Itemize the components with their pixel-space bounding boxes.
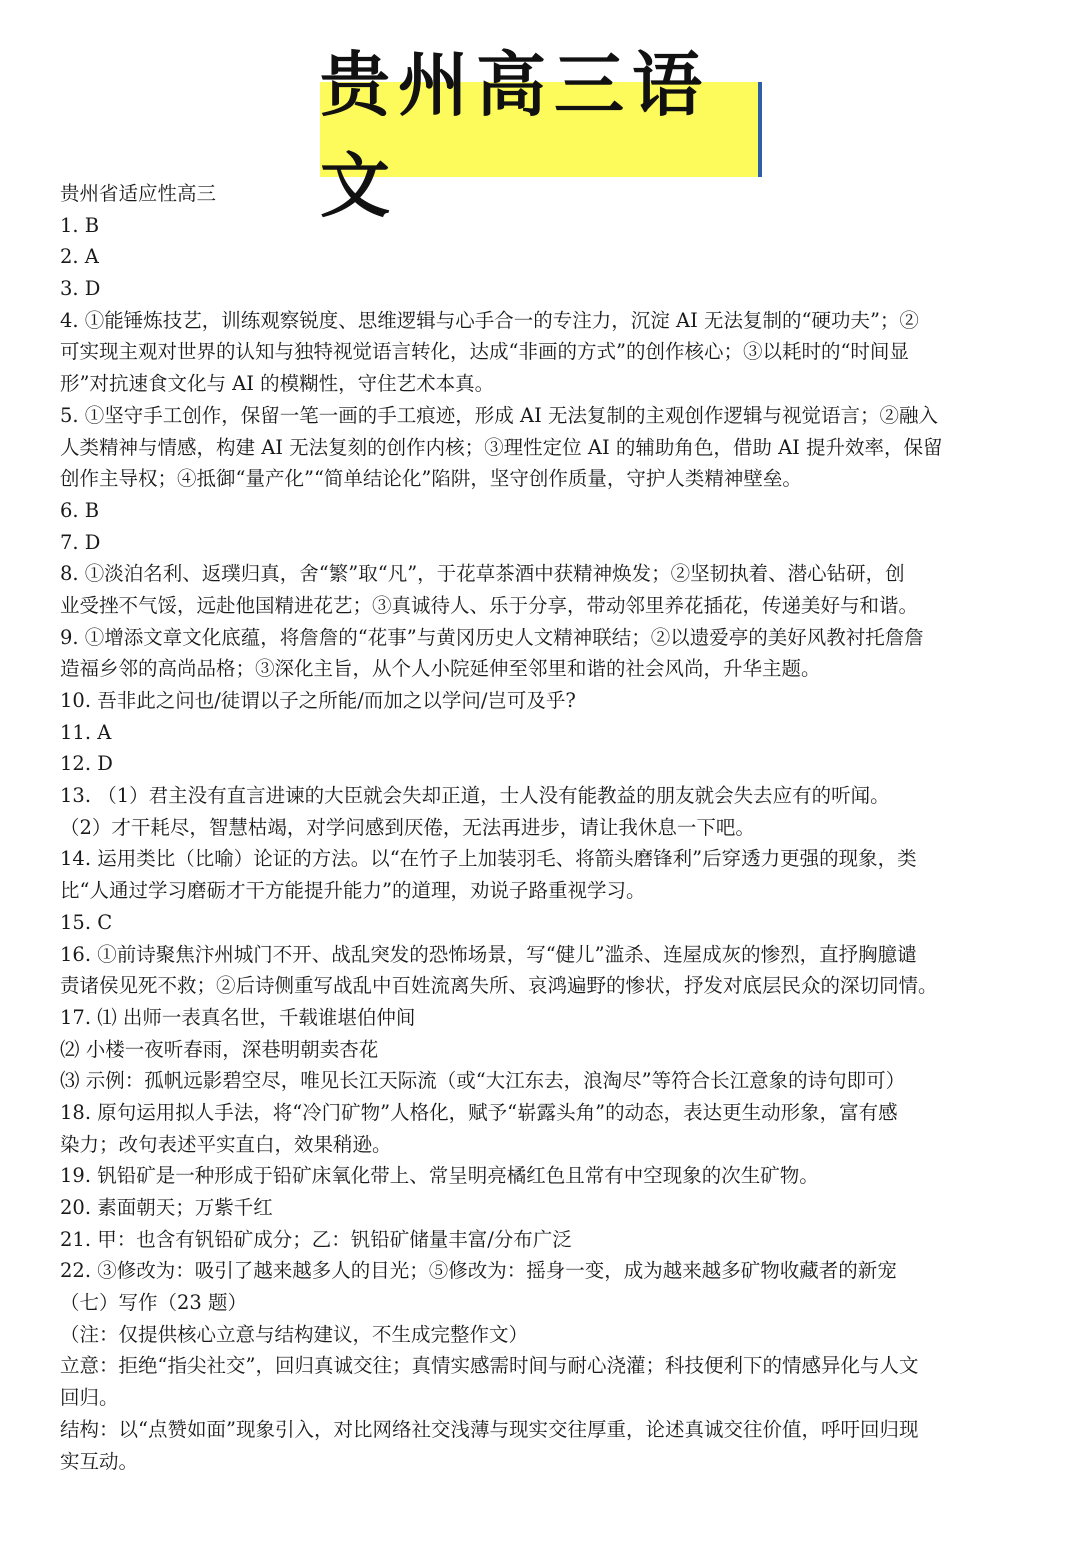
answer-item — [60, 241, 1035, 273]
answer-line: 13. （1）君主没有直言进谏的大臣就会失却正道，士人没有能教益的朋友就会失去应有的听闻。 — [60, 784, 890, 808]
answer-line: 立意：拒绝“指尖社交”，回归真诚交往；真情实感需时间与耐心浇灌；科技便利下的情感异化与人文 — [60, 1354, 919, 1378]
answer-item — [60, 1319, 1035, 1351]
answer-line: 18. 原句运用拟人手法，将“冷门矿物”人格化，赋予“崭露头角”的动态，表达更生动形象，富有感 — [60, 1100, 898, 1124]
answer-item — [60, 558, 1035, 621]
answer-line: 人类精神与情感，构建 AI 无法复刻的创作内核；③理性定位 AI 的辅助角色，借助 AI 提升效率，保留 — [60, 435, 943, 459]
answer-line: 比“人通过学习磨砺才干方能提升能力”的道理，劝说子路重视学习。 — [60, 879, 646, 903]
answer-line: 染力；改句表述平实直白，效果稍逊。 — [60, 1132, 392, 1156]
answer-item — [60, 273, 1035, 305]
answer-line: 1. B — [60, 213, 100, 237]
answer-line: 实互动。 — [60, 1449, 139, 1473]
answer-item — [60, 1160, 1035, 1192]
answer-line: 7. D — [60, 530, 101, 554]
answer-item — [60, 305, 1035, 400]
answer-item — [60, 780, 1035, 843]
answer-line: （注：仅提供核心立意与结构建议，不生成完整作文） — [60, 1322, 529, 1346]
answer-item — [60, 1287, 1035, 1319]
answer-line: 可实现主观对世界的认知与独特视觉语言转化，达成“非画的方式”的创作核心；③以耗时的“时间显 — [60, 340, 909, 364]
answer-line: 9. ①增添文章文化底蕴，将詹詹的“花事”与黄冈历史人文精神联结；②以遗爱亭的美好风教衬托詹詹 — [60, 625, 924, 649]
answer-line: 创作主导权；④抵御“量产化”“简单结论化”陷阱，坚守创作质量，守护人类精神壁垒。 — [60, 467, 802, 491]
answer-line: 17. ⑴ 出师一表真名世，千载谁堪伯仲间 — [60, 1005, 416, 1029]
answer-line: 14. 运用类比（比喻）论证的方法。以“在竹子上加装羽毛、将箭头磨锋利”后穿透力更强的现象，类 — [60, 847, 917, 871]
answer-item — [60, 1255, 1035, 1287]
answer-item — [60, 1002, 1035, 1097]
answer-line: 业受挫不气馁，远赴他国精进花艺；③真诚待人、乐于分享，带动邻里养花插花，传递美好与和谐。 — [60, 593, 919, 617]
answer-line: 2. A — [60, 245, 99, 269]
answer-line: ⑵ 小楼一夜听春雨，深巷明朝卖杏花 — [60, 1037, 379, 1061]
answer-line: 11. A — [60, 720, 112, 744]
answer-item — [60, 527, 1035, 559]
answer-line: 3. D — [60, 277, 101, 301]
answer-line: 8. ①淡泊名利、返璞归真，舍“繁”取“凡”，于花草茶酒中获精神焕发；②坚韧执着、潜心钻研，创 — [60, 562, 905, 586]
answer-line: 5. ①坚守手工创作，保留一笔一画的手工痕迹，形成 AI 无法复制的主观创作逻辑与视觉语言；②融入 — [60, 403, 938, 427]
answer-list — [60, 178, 1035, 1477]
answer-line: （七）写作（23 题） — [60, 1291, 248, 1315]
answer-item — [60, 907, 1035, 939]
answer-line: 12. D — [60, 752, 113, 776]
answer-item — [60, 495, 1035, 527]
answer-line: 15. C — [60, 910, 113, 934]
answer-line: 10. 吾非此之问也/徒谓以子之所能/而加之以学问/岂可及乎? — [60, 689, 576, 712]
answer-line: （2）才干耗尽，智慧枯竭，对学问感到厌倦，无法再进步，请让我休息一下吧。 — [60, 815, 755, 839]
document-title: 贵州高三语文 — [320, 42, 710, 227]
answer-item — [60, 685, 1035, 717]
answer-item — [60, 400, 1035, 495]
answer-line: 16. ①前诗聚焦汴州城门不开、战乱突发的恐怖场景，写“健儿”滥杀、连屋成灰的惨烈，直抒胸臆谴 — [60, 942, 917, 966]
answer-item — [60, 748, 1035, 780]
answer-line: 形”对抗速食文化与 AI 的模糊性，守住艺术本真。 — [60, 372, 495, 396]
answer-item — [60, 622, 1035, 685]
answer-line: 责诸侯见死不救；②后诗侧重写战乱中百姓流离失所、哀鸿遍野的惨状，抒发对底层民众的深切同情。 — [60, 974, 938, 998]
answer-line: 20. 素面朝天；万紫千红 — [60, 1196, 273, 1219]
answer-item — [60, 210, 1035, 242]
answer-item — [60, 843, 1035, 906]
answer-line: 21. 甲：也含有钒铅矿成分；乙：钒铅矿储量丰富/分布广泛 — [60, 1227, 572, 1251]
title-banner — [320, 42, 762, 227]
answer-line: 6. B — [60, 498, 100, 522]
answer-line: ⑶ 示例：孤帆远影碧空尽，唯见长江天际流（或“大江东去，浪淘尽”等符合长江意象的诗句即可） — [60, 1069, 906, 1093]
section-heading — [60, 178, 1035, 210]
answer-item — [60, 939, 1035, 1002]
answer-line: 贵州省适应性高三 — [60, 182, 217, 205]
answer-item — [60, 717, 1035, 749]
answer-item — [60, 1224, 1035, 1256]
answer-line: 结构：以“点赞如面”现象引入，对比网络社交浅薄与现实交往厚重，论述真诚交往价值，呼吁回归现 — [60, 1417, 919, 1441]
answer-item — [60, 1414, 1035, 1477]
answer-item — [60, 1350, 1035, 1413]
answer-line: 4. ①能锤炼技艺，训练观察锐度、思维逻辑与心手合一的专注力，沉淀 AI 无法复制的“硬功夫”；② — [60, 308, 919, 332]
answer-line: 回归。 — [60, 1386, 119, 1410]
answer-line: 22. ③修改为：吸引了越来越多人的目光；⑤修改为：摇身一变，成为越来越多矿物收藏者的新宠 — [60, 1259, 897, 1283]
answer-item — [60, 1097, 1035, 1160]
answer-line: 19. 钒铅矿是一种形成于铅矿床氧化带上、常呈明亮橘红色且常有中空现象的次生矿物。 — [60, 1164, 819, 1188]
answer-item — [60, 1192, 1035, 1224]
answer-line: 造福乡邻的高尚品格；③深化主旨，从个人小院延伸至邻里和谐的社会风尚，升华主题。 — [60, 657, 821, 681]
